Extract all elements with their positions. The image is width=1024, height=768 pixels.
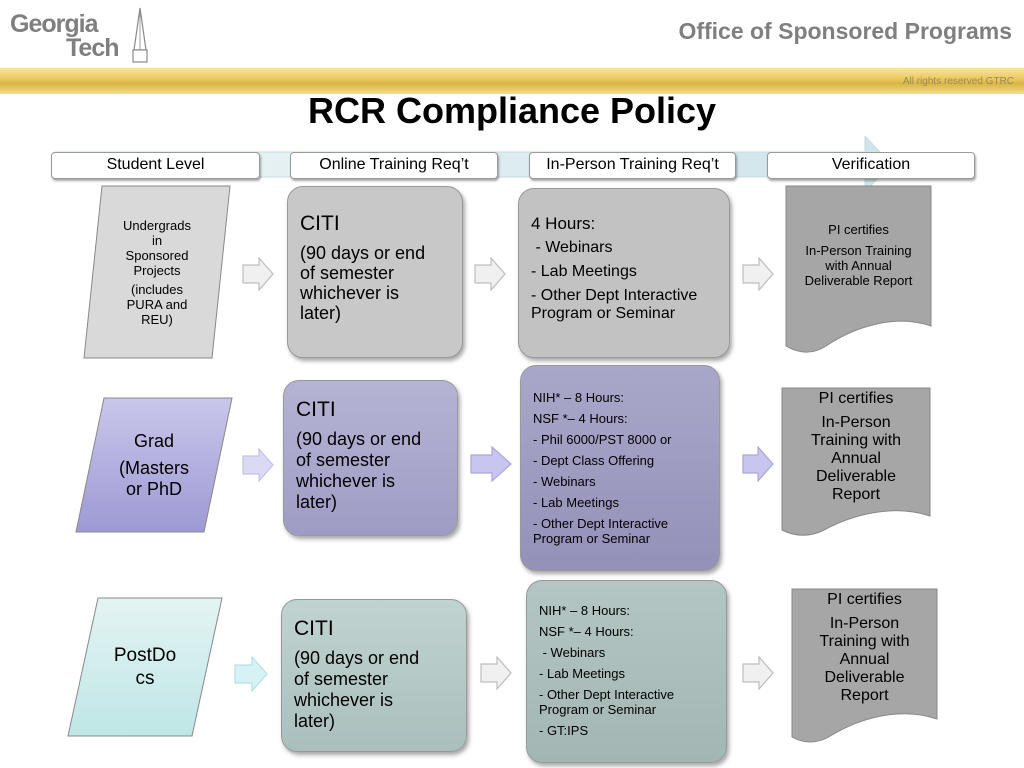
in-person-text: Program or Seminar [539,702,657,717]
online-text: later) [300,303,342,323]
in-person-text: - Lab Meetings [539,666,625,681]
verification-text: Deliverable Report [804,273,913,288]
student-text: (includes [130,281,184,297]
verification-text: Report [831,486,881,503]
in-person-text: NSF *– 4 Hours: [539,624,634,639]
column-header-student-level: Student Level [51,152,260,179]
student-level-postdocs [68,598,222,736]
in-person-text: - Other Dept Interactive [531,287,698,304]
online-text: later) [296,492,338,512]
in-person-training-box-postdocs [526,580,727,763]
online-text: of semester [300,263,395,283]
in-person-text: - Dept Class Offering [533,453,655,468]
column-header-verification: Verification [767,152,975,179]
flow-arrow-icon [742,446,774,482]
online-text: (90 days or end [296,429,422,449]
in-person-text: NSF *– 4 Hours: [533,411,628,426]
in-person-text: - Lab Meetings [531,263,637,280]
online-training-box-grad [283,380,458,536]
student-text: Projects [133,262,181,278]
in-person-text: - Other Dept Interactive [539,687,675,702]
student-text: or PhD [125,478,183,499]
student-level-undergrads [84,186,230,358]
flow-arrow-icon [242,448,274,482]
flow-arrow-icon [234,656,268,692]
verification-text: Deliverable [815,468,897,485]
flow-arrow-icon [474,257,506,291]
student-text: Sponsored [125,247,189,263]
in-person-text: - GT:IPS [539,723,589,738]
flow-arrow-icon [470,446,512,482]
verification-text: Training with [819,633,910,650]
in-person-text: NIH* – 8 Hours: [533,390,625,405]
verification-doc-grad [782,388,930,538]
student-text: REU) [141,311,173,327]
page-title: RCR Compliance Policy [307,90,717,131]
rights-notice: All rights reserved GTRC [902,76,1014,87]
online-training-box-undergrads [287,186,463,358]
logo-word-tech: Tech [66,34,119,62]
in-person-text: - Webinars [533,474,596,489]
verification-text: In-Person [821,414,891,431]
online-text: later) [294,711,336,731]
online-training-box-postdocs [281,599,467,752]
verification-text: In-Person Training [805,243,912,258]
in-person-training-box-grad [520,365,720,571]
student-text: in [151,232,163,248]
online-text: whichever is [294,690,394,710]
student-text: (Masters [118,457,189,478]
student-text: Grad [133,430,175,451]
student-text: PostDo [113,645,177,666]
in-person-text: - Lab Meetings [533,495,619,510]
in-person-text: - Phil 6000/PST 8000 or [533,432,672,447]
verification-text: In-Person [829,615,900,632]
student-text: PURA and [126,296,188,312]
in-person-training-box-undergrads [518,188,730,358]
online-title: CITI [300,212,340,235]
in-person-text: Program or Seminar [533,531,651,546]
georgia-tech-logo [8,6,158,64]
verification-doc-postdocs [792,589,937,745]
in-person-text: - Webinars [531,239,613,256]
verification-text: PI certifies [828,222,889,237]
verification-text: with Annual [825,258,892,273]
flow-arrow-icon [480,656,512,690]
verification-text: PI certifies [827,591,902,608]
online-text: of semester [294,669,389,689]
flow-arrow-icon [742,656,774,690]
online-text: (90 days or end [294,648,420,668]
student-text: cs [135,668,155,689]
verification-doc-undergrads [786,186,931,356]
flow-arrow-icon [742,257,774,291]
student-text: Undergrads [123,217,191,233]
online-title: CITI [294,617,334,640]
student-level-grad [76,398,232,532]
online-text: (90 days or end [300,243,426,263]
online-text: whichever is [300,283,400,303]
verification-text: Annual [839,651,890,668]
in-person-text: - Webinars [539,645,606,660]
online-text: of semester [296,450,391,470]
verification-text: Annual [831,450,881,467]
column-header-online-training: Online Training Req’t [290,152,498,179]
tech-tower-icon [128,6,152,64]
verification-text: Deliverable [824,669,905,686]
verification-text: PI certifies [818,390,894,407]
online-title: CITI [296,398,336,421]
column-header-in-person-training: In-Person Training Req’t [529,152,736,179]
in-person-text: - Other Dept Interactive [533,516,669,531]
flow-arrow-icon [242,257,274,291]
online-text: whichever is [296,471,396,491]
verification-text: Training with [810,432,902,449]
in-person-text: 4 Hours: [531,214,596,233]
in-person-text: NIH* – 8 Hours: [539,603,631,618]
logo-word-georgia: Georgia [10,10,98,38]
in-person-text: Program or Seminar [531,305,676,322]
verification-text: Report [840,687,889,704]
org-title: Office of Sponsored Programs [678,18,1012,44]
